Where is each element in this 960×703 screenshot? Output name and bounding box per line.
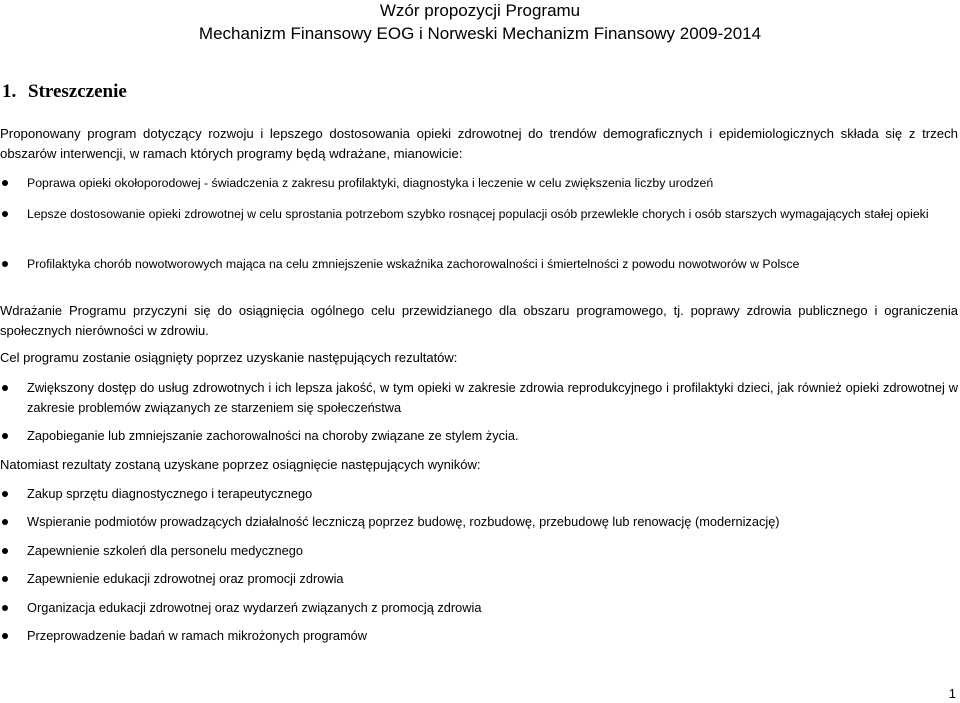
bullet-icon: [2, 433, 8, 439]
document-title-line-2: Mechanizm Finansowy EOG i Norweski Mechanizm Finansowy 2009-2014: [198, 24, 762, 43]
bullet-icon: [2, 633, 8, 639]
section-number: 1.: [2, 81, 17, 102]
bullet-icon: [2, 180, 8, 186]
bullet-icon: [2, 576, 8, 582]
list-item-text: Zakup sprzętu diagnostycznego i terapeutycznego: [27, 486, 313, 501]
list-item-text: Wspieranie podmiotów prowadzących działalność leczniczą poprzez budowę, rozbudowę, przebudowę lub renowację (modernizację): [27, 514, 780, 529]
intro-paragraph: Proponowany program dotyczący rozwoju i lepszego dostosowania opieki zdrowotnej do trendów demograficznych i epidemiologicznych składa się z trzech obszarów interwencji, w ramach których programy będą wdrażane, mianowicie:: [0, 126, 958, 161]
bullet-icon: [2, 211, 8, 217]
implementation-paragraph: Wdrażanie Programu przyczyni się do osiągnięcia ogólnego celu przewidzianego dla obszaru programowego, tj. poprawy zdrowia publicznego i ograniczenia społecznych nierówności w zdrowiu.: [0, 303, 958, 338]
bullet-icon: [2, 605, 8, 611]
bullet-icon: [2, 519, 8, 525]
list-item-text: Poprawa opieki okołoporodowej - świadczenia z zakresu profilaktyki, diagnostyka i leczenie w celu zwiększenia liczby urodzeń: [27, 176, 714, 190]
bullet-icon: [2, 261, 8, 267]
section-title: Streszczenie: [28, 81, 127, 102]
bullet-icon: [2, 491, 8, 497]
document-title-line-1: Wzór propozycji Programu: [379, 1, 581, 20]
section-heading: [2, 80, 127, 104]
goal-intro-paragraph: Cel programu zostanie osiągnięty poprzez uzyskanie następujących rezultatów:: [0, 350, 458, 365]
list-item-text: Organizacja edukacji zdrowotnej oraz wydarzeń związanych z promocją zdrowia: [27, 600, 482, 615]
bullet-icon: [2, 385, 8, 391]
list-item-text: Lepsze dostosowanie opieki zdrowotnej w celu sprostania potrzebom szybko rosnącej populacji osób przewlekle chorych i osób starszych wymagających stałej opieki: [27, 207, 929, 221]
outputs-intro-paragraph: Natomiast rezultaty zostaną uzyskane poprzez osiągnięcie następujących wyników:: [0, 457, 481, 472]
bullet-icon: [2, 548, 8, 554]
list-item-text: Zapewnienie szkoleń dla personelu medycznego: [27, 543, 304, 558]
list-item-text: Zapewnienie edukacji zdrowotnej oraz promocji zdrowia: [27, 571, 344, 586]
list-item-text: Zwiększony dostęp do usług zdrowotnych i ich lepsza jakość, w tym opieki w zakresie zdrowia reprodukcyjnego i profilaktyki dzieci, jak również opieki zdrowotnej w zakresie problemów związanych ze starzeniem się społeczeństwa: [27, 380, 958, 415]
page-number: 1: [948, 686, 956, 701]
list-item-text: Profilaktyka chorób nowotworowych mająca na celu zmniejszenie wskaźnika zachorowalności i śmiertelności z powodu nowotworów w Polsce: [27, 257, 800, 271]
list-item-text: Przeprowadzenie badań w ramach mikrożonych programów: [27, 628, 367, 643]
list-item-text: Zapobieganie lub zmniejszanie zachorowalności na choroby związane ze stylem życia.: [27, 428, 519, 443]
